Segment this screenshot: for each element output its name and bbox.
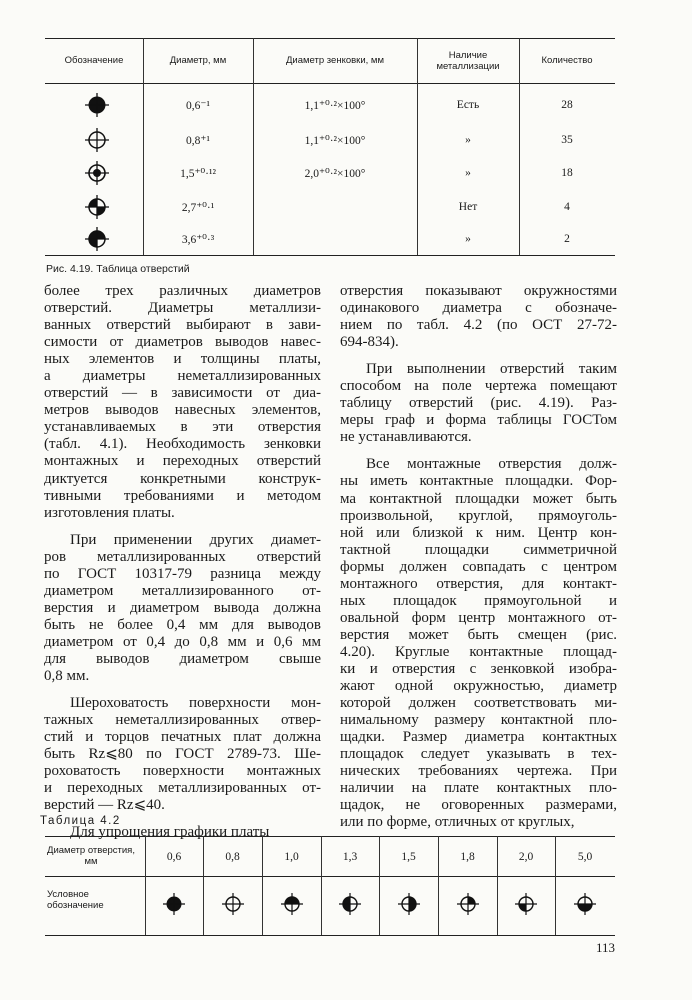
paragraph-gap: [44, 522, 321, 532]
text-line: быть Rz⩽80 по ГОСТ 2789-73. Ше-: [44, 746, 321, 763]
diameter-cell: 0,6⁻¹: [186, 100, 210, 112]
diameter-cell: 2,7⁺⁰·¹: [181, 202, 215, 214]
text-line: Для упрощения графики платы: [70, 824, 270, 841]
metallization-cell: Есть: [456, 99, 480, 111]
text-line: тактной площадки симметричной: [340, 541, 617, 558]
text-line: и переходных металлизированных от-: [44, 780, 321, 797]
diameter-value: 0,8: [225, 851, 240, 863]
quantity-cell: 28: [561, 99, 573, 111]
text-line: ров металлизированных отверстий: [44, 548, 321, 565]
text-line: 0,8 мм.: [44, 668, 90, 685]
text-line: нимальному размеру контактной пло-: [340, 712, 617, 729]
diameter-value: 5,0: [577, 851, 593, 863]
diameter-value: 1,5: [401, 851, 416, 863]
column-header-countersink: Диаметр зенковки, мм: [286, 55, 384, 66]
paragraph: [340, 361, 617, 446]
column-header-quantity: Количество: [541, 55, 593, 66]
text-line: тивными требованиями и методом: [44, 487, 321, 504]
half-filled-circle-cross-symbol: [85, 227, 109, 251]
text-line: монтажного отверстия, для контакт-: [340, 575, 617, 592]
figure-caption: Рис. 4.19. Таблица отверстий: [46, 263, 190, 275]
paragraph: [44, 695, 321, 814]
text-line: отверстий. Диаметры металлизи-: [44, 300, 321, 317]
text-line: верстия может быть смещен (рис.: [340, 626, 617, 643]
filled-circle-cross-symbol: [85, 93, 109, 117]
text-line: диктуется конкретными конструк-: [44, 470, 321, 487]
right-text-column: [340, 283, 617, 831]
text-line: меры граф и форма таблицы ГОСТом: [340, 412, 617, 429]
text-line: метров выводов навесных элементов,: [44, 402, 321, 419]
row-label-symbol: Условное обозначение: [47, 889, 104, 911]
left-half-circle-cross-symbol: [339, 893, 361, 915]
text-line: 4.20). Круглые контактные площад-: [340, 643, 617, 660]
text-line: жают одной окружностью, диаметр: [340, 678, 617, 695]
diameter-cell: 1,5⁺⁰·¹²: [180, 168, 216, 180]
text-line: При выполнении отверстий таким: [366, 361, 617, 378]
diameter-value: 1,8: [460, 851, 475, 863]
text-line: Шероховатость поверхности мон-: [70, 695, 321, 712]
paragraph: [340, 283, 617, 351]
diameter-value: 1,3: [342, 851, 358, 863]
text-line: таблицу отверстий (рис. 4.19). Раз-: [340, 395, 617, 412]
text-line: формы должен совпадать с центром: [340, 558, 617, 575]
paragraph-gap: [340, 446, 617, 456]
lower-half-circle-cross-symbol: [574, 893, 596, 915]
text-line: отверстий — в зависимости от диа-: [44, 385, 321, 402]
metallization-cell: »: [465, 134, 471, 146]
left-text-column: [44, 283, 321, 841]
text-line: по ГОСТ 10317-79 разница между: [44, 565, 321, 582]
diameter-cell: 0,8⁺¹: [186, 135, 210, 147]
table-rule: [45, 836, 615, 837]
text-line: нием по табл. 4.2 (по ОСТ 27-72-: [340, 317, 617, 334]
dot-circle-cross-symbol: [85, 161, 109, 185]
paragraph-gap: [44, 685, 321, 695]
diameter-value: 2,0: [518, 851, 534, 863]
text-line: для выводов диаметром свыше: [44, 650, 321, 667]
text-line: более трех различных диаметров: [44, 283, 321, 299]
paragraph: [44, 283, 321, 522]
text-line: ной или близкой к ним. Центр кон-: [340, 524, 617, 541]
countersink-cell: [253, 224, 417, 254]
text-line: не устанавливаются.: [340, 429, 472, 446]
text-line: ных элементов и толщины платы,: [44, 351, 321, 368]
text-line: диаметром от 0,4 до 0,8 мм и 0,6 мм: [44, 633, 321, 650]
row-label-diameter: Диаметр отверстия, мм: [47, 845, 135, 867]
text-line: стий и торцов печатных плат должна: [44, 729, 321, 746]
text-line: которой должен соответствовать ми-: [340, 695, 617, 712]
text-line: или по форме, отличных от круглых,: [340, 814, 575, 831]
text-line: нических требованиях чертежа. При: [340, 763, 617, 780]
open-circle-cross-symbol: [85, 128, 109, 152]
text-line: диаметром металлизированного от-: [44, 582, 321, 599]
text-line: тажных неметаллизированных отвер-: [44, 712, 321, 729]
quantity-cell: 2: [564, 233, 570, 245]
text-line: ки и отверстия с зенковкой изобра-: [340, 660, 617, 677]
table-rule: [45, 876, 615, 877]
table-caption: Таблица 4.2: [40, 815, 121, 827]
upper-half-circle-cross-symbol: [281, 893, 303, 915]
column-header-symbol: Обозначение: [64, 55, 124, 66]
text-line: ма контактной площадки может быть: [340, 490, 617, 507]
paragraph: [44, 532, 321, 685]
text-line: устанавливаемых в эти отверстия: [44, 419, 321, 436]
diameter-value: 1,0: [284, 851, 299, 863]
table-rule: [45, 83, 615, 84]
open-circle-cross-symbol: [222, 893, 244, 915]
text-line: произвольной, круглой, прямоуголь-: [340, 507, 617, 524]
quarter-filled-circle-cross-symbol: [85, 195, 109, 219]
text-line: роховатость поверхности монтажных: [44, 763, 321, 780]
column-header-metallization: Наличие металлизации: [436, 49, 500, 72]
text-line: верстия и диаметром вывода должна: [44, 599, 321, 616]
text-line: наличии на плате контактных пло-: [340, 780, 617, 797]
text-line: ных площадок прямоугольной и: [340, 592, 617, 609]
table-rule: [45, 255, 615, 256]
paragraph-gap: [340, 351, 617, 361]
holes-table: [45, 38, 615, 255]
text-line: (табл. 4.1). Необходимость зенковки: [44, 436, 321, 453]
table-rule: [45, 935, 615, 936]
metallization-cell: »: [465, 167, 471, 179]
diameter-cell: 3,6⁺⁰·³: [181, 234, 215, 246]
bottom-quarter-circle-cross-symbol: [515, 893, 537, 915]
text-line: 694-834).: [340, 334, 399, 351]
quantity-cell: 4: [564, 201, 570, 213]
countersink-cell: 1,1⁺⁰·²×100°: [304, 135, 366, 147]
text-line: симости от диаметров выводов навес-: [44, 334, 321, 351]
quantity-cell: 35: [561, 134, 573, 146]
countersink-cell: [253, 192, 417, 222]
symbols-table: [45, 836, 615, 935]
text-line: способом на поле чертежа помещают: [340, 378, 617, 395]
metallization-cell: »: [465, 233, 471, 245]
countersink-cell: 2,0⁺⁰·²×100°: [304, 168, 366, 180]
text-line: щадок, не оговоренных размерами,: [340, 797, 617, 814]
countersink-cell: 1,1⁺⁰·²×100°: [304, 100, 366, 112]
text-line: При применении других диамет-: [70, 531, 321, 548]
metallization-cell: Нет: [458, 201, 478, 213]
right-half-circle-cross-symbol: [398, 893, 420, 915]
text-line: монтажных и переходных отверстий: [44, 453, 321, 470]
text-line: отверстия показывают окружностями: [340, 283, 617, 299]
column-header-diameter: Диаметр, мм: [169, 55, 227, 66]
page-number: 113: [596, 940, 616, 955]
text-line: площадок следует указывать в тех-: [340, 746, 617, 763]
text-line: овальной форм центр монтажного от-: [340, 609, 617, 626]
text-line: ны иметь контактные площадки. Фор-: [340, 473, 617, 490]
text-line: изготовления платы.: [44, 504, 175, 521]
text-line: а диаметры неметаллизированных: [44, 368, 321, 385]
paragraph: [340, 456, 617, 831]
quarter-circle-cross-symbol: [457, 893, 479, 915]
text-line: одинакового диаметра с обозначе-: [340, 300, 617, 317]
quantity-cell: 18: [561, 167, 573, 179]
text-line: верстий — Rz⩽40.: [44, 797, 165, 814]
filled-circle-cross-symbol: [163, 893, 185, 915]
text-line: ванных отверстий выбирают в зави-: [44, 317, 321, 334]
text-line: быть не более 0,4 мм для выводов: [44, 616, 321, 633]
text-line: Все монтажные отверстия долж-: [366, 456, 617, 473]
diameter-value: 0,6: [166, 851, 182, 863]
text-line: щадки. Размер диаметра контактных: [340, 729, 617, 746]
